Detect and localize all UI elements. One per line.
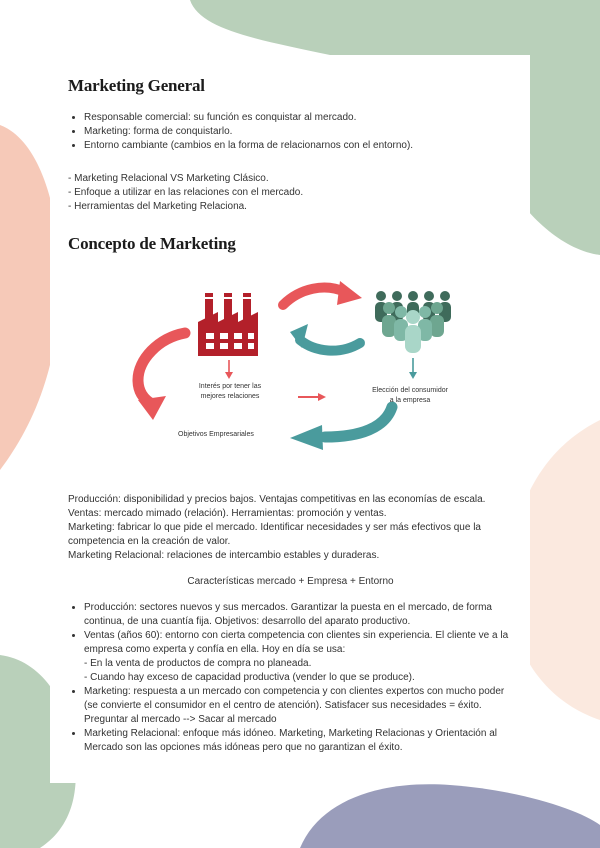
- general-dash-lines: [68, 172, 303, 214]
- general-bullet-list: [68, 111, 413, 153]
- text-line: • Producción: sectores nuevos y sus mercados. Garantizar la puesta en el mercado, de forma: [84, 602, 492, 613]
- label-line: mejores relaciones: [200, 393, 260, 400]
- list-item: • Responsable comercial: su función es conquistar al mercado.: [84, 111, 413, 125]
- text-line: Marketing Relacional: relaciones de intercambio estables y duraderas.: [68, 550, 380, 561]
- label-line: a la empresa: [389, 397, 431, 404]
- text-line: - Herramientas del Marketing Relaciona.: [68, 201, 247, 212]
- label-line: Elección del consumidor: [372, 387, 448, 394]
- list-item: [84, 601, 534, 629]
- text-line: Ventas: mercado mimado (relación). Herramientas: promoción y ventas.: [68, 508, 387, 519]
- section-title-concepto: Concepto de Marketing: [68, 234, 236, 253]
- text-line: Mercado son las opciones más idóneas pero que no garantizan el éxito.: [84, 742, 403, 753]
- list-item: • Marketing: forma de conquistarlo.: [84, 125, 413, 139]
- text-line: • Marketing: respuesta a un mercado con competencia y con clientes expertos con mucho poder: [84, 686, 505, 697]
- text-line: • Marketing Relacional: enfoque más idóneo. Marketing, Marketing Relacionas y Orientación al: [84, 728, 497, 739]
- list-item: • Entorno cambiante (cambios en la forma de relacionarnos con el entorno).: [84, 139, 413, 153]
- text-line: • Ventas (años 60): entorno con cierta competencia con clientes sin experiencia. El cliente ve a la: [84, 630, 509, 641]
- text-line: - Enfoque a utilizar en las relaciones con el mercado.: [68, 187, 304, 198]
- diagram-label-objectives: Objetivos Empresariales: [178, 431, 254, 438]
- text-line: - Cuando hay exceso de capacidad productiva (vender lo que se produce).: [84, 672, 415, 683]
- orientation-bullet-list: [68, 601, 534, 755]
- text-line: (se convierte el consumidor en el centro de atención). Satisfacer sus necesidades = éxito.: [84, 700, 482, 711]
- section-title-marketing-general: Marketing General: [68, 76, 205, 95]
- characteristics-heading: Características mercado + Empresa + Entorno: [187, 576, 394, 587]
- text-line: empresa como experta y confía en ella. Hoy en día se usa:: [84, 644, 346, 655]
- label-line: Interés por tener las: [198, 383, 262, 390]
- list-item: [84, 629, 534, 685]
- diagram-label-choice: [355, 386, 465, 406]
- text-line: continua, de una cuantía fija. Objetivos: desarrollo del aparato productivo.: [84, 616, 411, 627]
- text-line: - En la venta de productos de compra no planeada.: [84, 658, 312, 669]
- text-line: Marketing: fabricar lo que pide el mercado. Identificar necesidades y ser más efectivos que la: [68, 522, 481, 533]
- list-item: [84, 727, 534, 755]
- list-item: [84, 685, 534, 727]
- text-line: competencia en la creación de valor.: [68, 536, 231, 547]
- text-line: Preguntar al mercado --> Sacar al mercado: [84, 714, 277, 725]
- text-line: - Marketing Relacional VS Marketing Clásico.: [68, 173, 269, 184]
- definitions-paragraph: [68, 493, 528, 563]
- diagram-label-interest: [185, 382, 275, 402]
- text-line: Producción: disponibilidad y precios bajos. Ventajas competitivas en las economías de escala.: [68, 494, 486, 505]
